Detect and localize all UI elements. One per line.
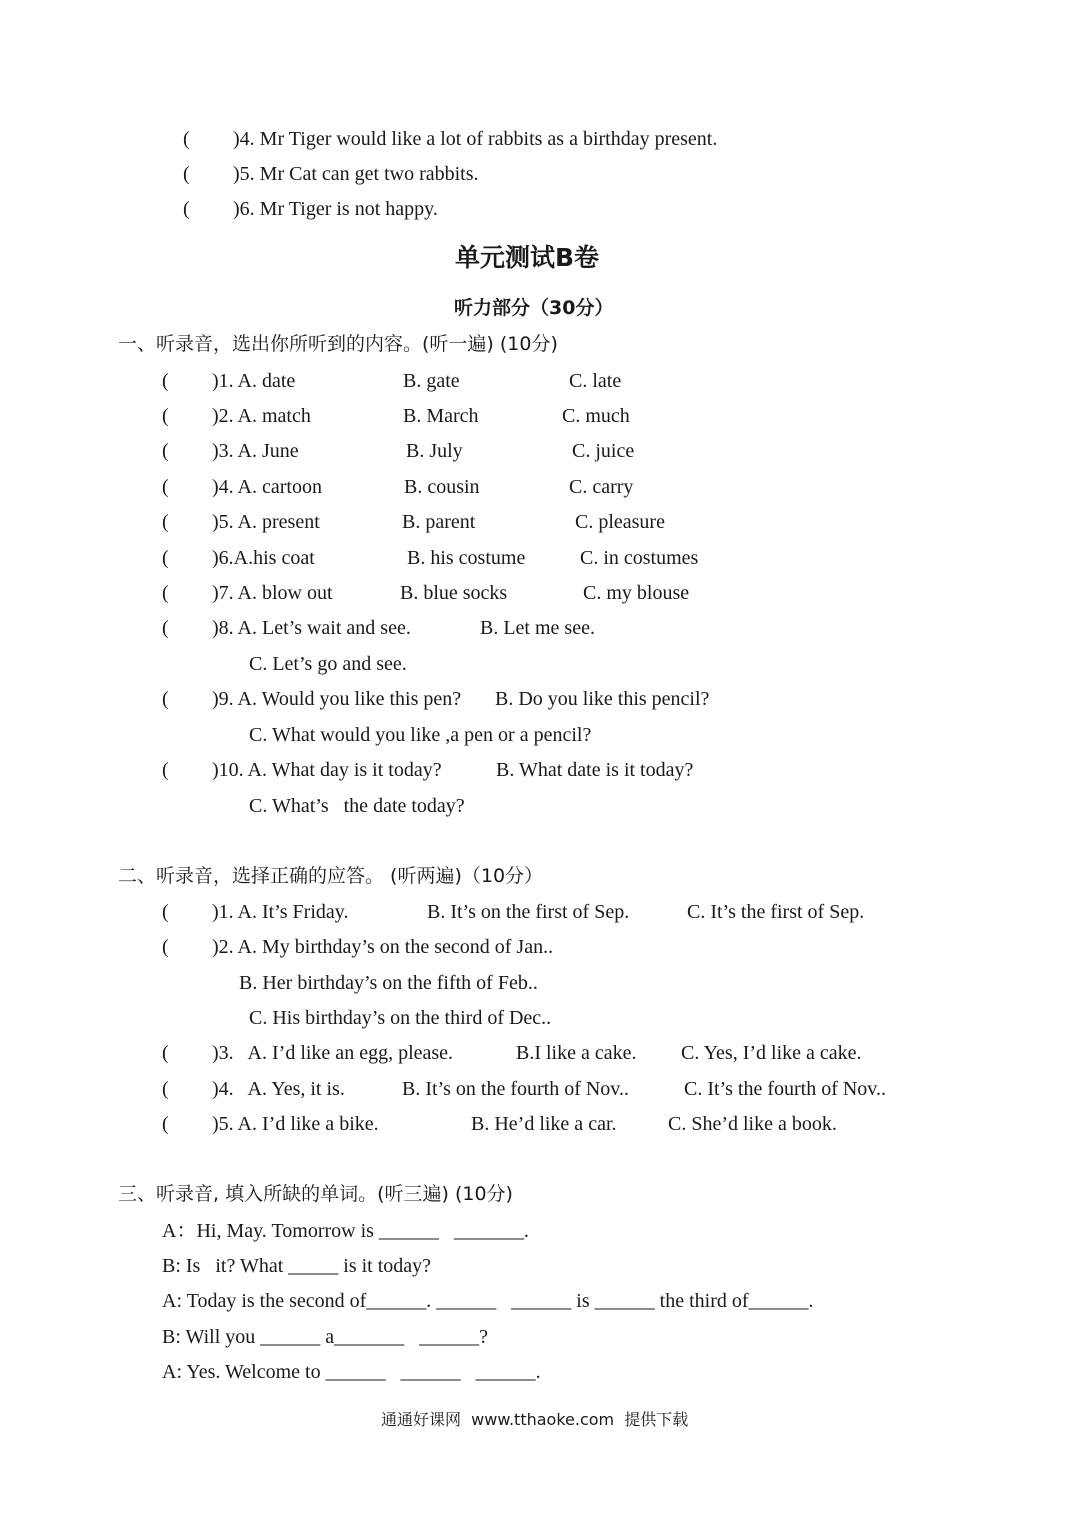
question-option-a: )4. A. cartoon xyxy=(212,476,322,498)
item-text: )4. Mr Tiger would like a lot of rabbits as a birthday present. xyxy=(233,128,718,150)
question-paren: ( xyxy=(162,1042,169,1064)
question-option-c: C. my blouse xyxy=(583,582,690,604)
question-paren: ( xyxy=(162,759,169,781)
dialogue-line: B: Is it? What _____ is it today? xyxy=(162,1255,432,1277)
question-option-b: B. his costume xyxy=(407,547,526,569)
question-option-a: )7. A. blow out xyxy=(212,582,333,604)
question-option-a: )1. A. It’s Friday. xyxy=(212,901,349,923)
page-subtitle: 听力部分（30分） xyxy=(454,297,614,319)
section-heading: 一、听录音，选出你所听到的内容。(听一遍) (10分) xyxy=(118,333,558,355)
item-paren: ( xyxy=(183,198,190,220)
question-paren: ( xyxy=(162,901,169,923)
question-paren: ( xyxy=(162,547,169,569)
section-heading: 二、听录音，选择正确的应答。 (听两遍)（10分） xyxy=(118,865,544,887)
question-option-b: B. parent xyxy=(402,511,476,533)
question-option-c: C. much xyxy=(562,405,630,427)
question-option-c: C. His birthday’s on the third of Dec.. xyxy=(249,1007,552,1029)
dialogue-line: A: Yes. Welcome to ______ ______ ______. xyxy=(162,1361,541,1383)
question-option-a: )5. A. present xyxy=(212,511,320,533)
item-text: )5. Mr Cat can get two rabbits. xyxy=(233,163,479,185)
question-option-b: B. Do you like this pencil? xyxy=(495,688,710,710)
dialogue-line: A: Today is the second of______. ______ ______ is ______ the third of______. xyxy=(162,1290,814,1312)
item-paren: ( xyxy=(183,163,190,185)
question-paren: ( xyxy=(162,688,169,710)
question-option-c: C. She’d like a book. xyxy=(668,1113,837,1135)
question-paren: ( xyxy=(162,405,169,427)
question-option-b: B. Let me see. xyxy=(480,617,595,639)
page-title: 单元测试B卷 xyxy=(455,243,600,272)
question-option-c: C. pleasure xyxy=(575,511,665,533)
question-option-a: )4. A. Yes, it is. xyxy=(212,1078,345,1100)
question-option-c: C. in costumes xyxy=(580,547,699,569)
dialogue-line: B: Will you ______ a_______ ______? xyxy=(162,1326,489,1348)
question-paren: ( xyxy=(162,476,169,498)
question-paren: ( xyxy=(162,936,169,958)
question-option-c: C. carry xyxy=(569,476,634,498)
question-option-a: )8. A. Let’s wait and see. xyxy=(212,617,411,639)
section-heading: 三、听录音, 填入所缺的单词。(听三遍) (10分) xyxy=(118,1183,513,1205)
item-text: )6. Mr Tiger is not happy. xyxy=(233,198,438,220)
question-option-a: )10. A. What day is it today? xyxy=(212,759,442,781)
question-option-b: B.I like a cake. xyxy=(516,1042,637,1064)
question-option-c: C. juice xyxy=(572,440,635,462)
question-option-b: B. Her birthday’s on the fifth of Feb.. xyxy=(239,972,538,994)
question-option-b: B. What date is it today? xyxy=(496,759,694,781)
question-option-c: C. late xyxy=(569,370,622,392)
item-paren: ( xyxy=(183,128,190,150)
question-paren: ( xyxy=(162,440,169,462)
question-option-b: B. It’s on the first of Sep. xyxy=(427,901,630,923)
question-option-a: )3. A. June xyxy=(212,440,299,462)
question-option-a: )2. A. My birthday’s on the second of Jan.. xyxy=(212,936,554,958)
question-option-c: C. Yes, I’d like a cake. xyxy=(681,1042,862,1064)
question-paren: ( xyxy=(162,582,169,604)
question-paren: ( xyxy=(162,370,169,392)
question-option-c: C. It’s the first of Sep. xyxy=(687,901,865,923)
question-option-a: )3. A. I’d like an egg, please. xyxy=(212,1042,454,1064)
question-option-b: B. March xyxy=(403,405,479,427)
question-option-c: C. What would you like ,a pen or a pencil? xyxy=(249,724,592,746)
question-option-b: B. gate xyxy=(403,370,460,392)
dialogue-line: A：Hi, May. Tomorrow is ______ _______. xyxy=(162,1220,529,1242)
question-option-c: C. It’s the fourth of Nov.. xyxy=(684,1078,887,1100)
question-option-b: B. He’d like a car. xyxy=(471,1113,617,1135)
question-option-a: )1. A. date xyxy=(212,370,296,392)
question-paren: ( xyxy=(162,617,169,639)
question-paren: ( xyxy=(162,1078,169,1100)
question-option-b: B. It’s on the fourth of Nov.. xyxy=(402,1078,630,1100)
question-option-a: )2. A. match xyxy=(212,405,311,427)
question-option-b: B. cousin xyxy=(404,476,480,498)
question-option-a: )9. A. Would you like this pen? xyxy=(212,688,462,710)
question-option-c: C. Let’s go and see. xyxy=(249,653,407,675)
question-option-a: )6.A.his coat xyxy=(212,547,315,569)
question-option-c: C. What’s the date today? xyxy=(249,795,465,817)
question-option-b: B. blue socks xyxy=(400,582,508,604)
page-footer: 通通好课网 www.tthaoke.com 提供下载 xyxy=(381,1410,689,1429)
question-paren: ( xyxy=(162,511,169,533)
question-paren: ( xyxy=(162,1113,169,1135)
question-option-a: )5. A. I’d like a bike. xyxy=(212,1113,379,1135)
question-option-b: B. July xyxy=(406,440,463,462)
